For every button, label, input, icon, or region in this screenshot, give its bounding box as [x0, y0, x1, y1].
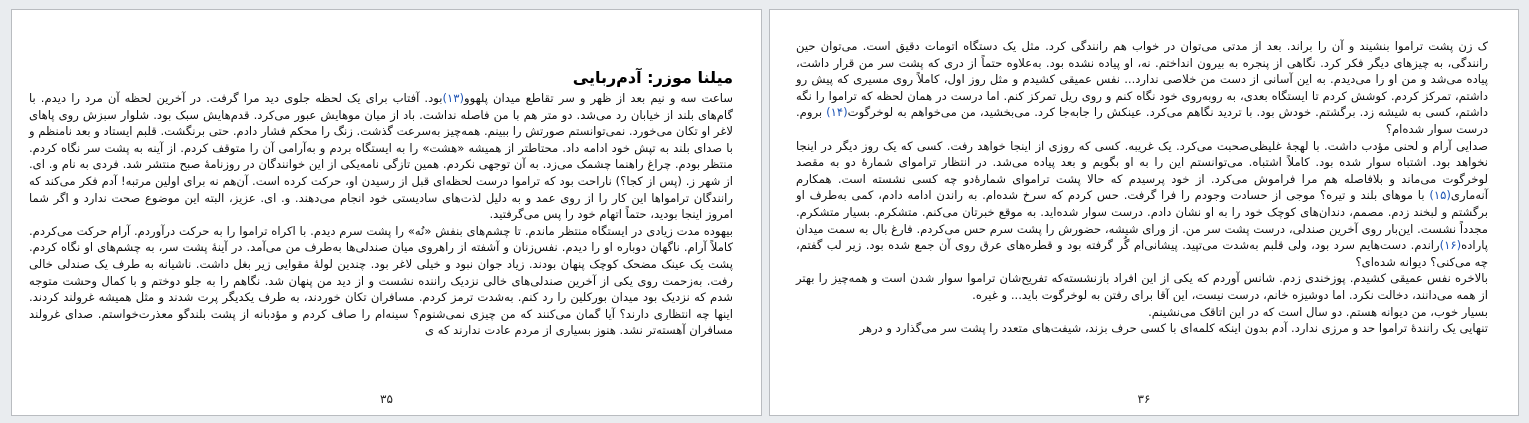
footnote-marker: (۱۶) [1439, 238, 1462, 253]
text-run: تنهایی یک رانندهٔ تراموا حد و مرزی ندارد. آدم بدون اینکه کلمه‌ای با کسی حرف بزند، شیفت‌های متعدد را پشت سر می‌گذارد و درهر [859, 321, 1488, 336]
left-page-content [29, 68, 733, 339]
right-paragraph-5 [796, 320, 1488, 337]
right-paragraph-1 [796, 38, 1488, 138]
text-run: بروم. درست سوار شده‌ام؟ [796, 105, 1488, 136]
text-run: صدایی آرام و لحنی مؤدب داشت. با لهجهٔ غلیظی‌صحبت می‌کرد. یک غریبه. کسی که روزی از اینجا خواهد رفت. کسی که یک روز دیگر در اینجا نخواهد بود. اشتباه سوار شده بود. کاملاً اشتباه. می‌توانستم این را به او بگویم و بعد پیاده می‌شد. در انتظار تراموای شمارهٔ دو به مقصد لوخرگوت می‌ماند و بلافاصله هم مرا فراموش می‌کرد. از خود پرسیدم که حالا پشت تراموای شماره‌ٔدو چه کسی نشسته است. همکارم آنه‌ماری [796, 138, 1488, 203]
text-run: بود. آفتاب برای یک لحظه جلوی دید مرا گرفت. در آخرین لحظه آن مرد را دیدم. با گام‌های بلند از خیابان رد می‌شد. دو متر هم با من فاصله نداشت. باد از میان موهایش عبور می‌کرد. قدم‌هایش سبک بود. شلوار سبزش روی پاهای لاغر او تکان می‌خورد. نمی‌توانستم صورتش را ببینم. همه‌چیز به‌سرعت گذشت. زنگ را محکم فشار دادم. حتی برنگشت. قلبم ایستاد و بعد نامنظم و با صدای بلند به تپش خود ادامه داد. محتاطتر از همیشه «هشت» را به ایستگاه بردم و به‌آرامی آن را متوقف کردم. از آینه به پشت سر نگاه کردم. منتظر بودم. چراغ راهنما چشمک می‌زد. به آن توجهی نکردم. همین تازگی نامه‌یکی از این خوانندگان در روزنامهٔ صبح منتشر شد. فردی به نام و. ای. از شهر ز. (پس از کجا؟) ناراحت بود که تراموا درست لحظه‌ای قبل از رسیدن او، حرکت کرده است. آن‌هم نه برای اولین مرتبه! آدم فکر می‌کند که رانندگان تراموا‌ها این کار را از روی عمد و به دلیل لذت‌های سادیستی خود انجام می‌دهند. و. ای. عزیز، البته این موضوع صحت ندارد و اگر شما امروز اینجا بودید، حتماً اتهام خود را پس می‌گرفتید. [29, 91, 733, 222]
chapter-title: میلنا موزر: آدم‌ربایی [572, 68, 733, 87]
right-paragraph-2 [796, 138, 1488, 271]
page-number-left: ۳۵ [380, 392, 393, 406]
footnote-marker: (۱۴) [826, 105, 848, 120]
footnote-marker: (۱۵) [1429, 188, 1451, 203]
left-page [11, 9, 762, 416]
text-run: بیهوده مدت زیادی در ایستگاه منتظر ماندم. تا چشم‌های بنفش «نُه» را پشت سرم دیدم. با اکراه تراموا را به حرکت درآوردم. آرام حرکت می‌کردم. کاملاً آرام. ناگهان دوباره او را دیدم. نفس‌زنان و آشفته از راهروی میان صندلی‌ها به‌طرف من می‌آمد. در آینهٔ پشت سر، به چشم‌های او نگاه کردم. پشت یک عینک مضحک کوچک پنهان بودند. زیاد جوان نبود و خیلی لاغر بود. چندین لولهٔ مقوایی زیر بغل داشت. ناشیانه به طرف یک صندلی خالی رفت. به‌زحمت روی یکی از آخرین صندلی‌های خالی نزدیک راننده نشست و از دید من پنهان شد. نگاهم را به جلو دوختم و با کمال وحشت متوجه شدم که نزدیک بود میدان بورکلین را رد کنم. به‌شدت ترمز کردم. مسافران تکان خوردند، به طرف یکدیگر پرت شدند و مثل همیشه غرولند کردند. اینها چه انتظاری دارند؟ آیا گمان می‌کنند که من چیزی نمی‌شنوم؟ سینه‌ام را صاف کردم و مؤدبانه از پشت بلندگو معذرت‌خواستم. صدای غرولند مسافران آهسته‌تر نشد. هنوز بسیاری از مردم عادت ندارند که ی [29, 223, 733, 338]
footnote-marker: (۱۳) [442, 91, 464, 105]
text-run: ساعت سه و نیم بعد از ظهر و سر تقاطع میدان پلهوو [464, 91, 733, 105]
text-run: با موهای بلند و تیره؟ موجی از حسادت وجودم را فرا گرفت. حس کردم که سرخ شده‌ام. به راندن ادامه دادم، کمی به‌طرف او برگشتم و لبخند زدم. مصمم، دندان‌های کوچک خود را به او نشان دادم. درست سوار شده‌اید. به موقع خبرتان می‌کنم. متشکرم. بسیار متشکرم. مجدداً نشست. این‌بار روی آخرین صندلی، درست پشت سر من. از ورای شیشه، حضورش را پشت سرم حس می‌کردم. فارغ بال به سمت میدان پاراده [796, 188, 1488, 253]
page-number-right: ۳۶ [1137, 392, 1151, 406]
left-paragraph-1 [29, 90, 733, 223]
left-paragraph-2 [29, 223, 733, 339]
text-run: بالاخره نفس عمیقی کشیدم. پوزخندی زدم. شانس آوردم که یکی از این افراد بازنشسته‌که تفریح‌شان تراموا سوار شدن است و همه‌چیز را بهتر از همه می‌دانند، دخالت نکرد. اما دوشیزه خانم، درست نیست، این آقا برای رفتن به لوخرگوت باید... و غیره. [796, 271, 1488, 302]
text-run: راندم. دست‌هایم سرد بود، ولی قلبم به‌شدت می‌تپید. پیشانی‌ام گُر گرفته بود و قطره‌های عرق روی آن جمع شده بود. زیر لب گفتم، چه می‌کنی؟ دیوانه شده‌ای؟ [796, 238, 1488, 269]
text-run: بسیار خوب، من دیوانه هستم. دو سال است که در این اتاقک می‌نشینم. [1148, 304, 1488, 319]
right-paragraph-4 [796, 304, 1488, 321]
right-page [769, 9, 1519, 416]
text-run: ک زن پشت تراموا بنشیند و آن را براند. بعد از مدتی می‌توان در خواب هم رانندگی کرد. مثل یک دستگاه اتومات دقیق است. می‌توان حین رانندگی، به چیزهای دیگر فکر کرد. نگاهی از پنجره به بیرون انداختم. نه، او پیاده نشده بود. به‌علاوه حتماً از دری که پشت سر من قرار داشت، پیاده می‌شد و من او را می‌دیدم. به این آسانی از دست من خلاصی ندارد... نفس عمیقی کشیدم و مثل روز اول، کاملاً روی مسیری که پیش رو داشتم، تمرکز کردم. کوشش کردم تا ایستگاه بعدی، به روبه‌روی خود نگاه کنم و روی ریل تمرکز کنم. اما درست در همان لحظه که تراموا را نگه داشتم، کسی به شیشه زد. برگشتم. خودش بود. با تردید نگاهم می‌کرد. عینکش را جابه‌جا کرد. می‌بخشید، من می‌خواهم به لوخرگوت [796, 39, 1489, 120]
right-page-content [796, 38, 1488, 337]
right-paragraph-3 [796, 270, 1488, 303]
